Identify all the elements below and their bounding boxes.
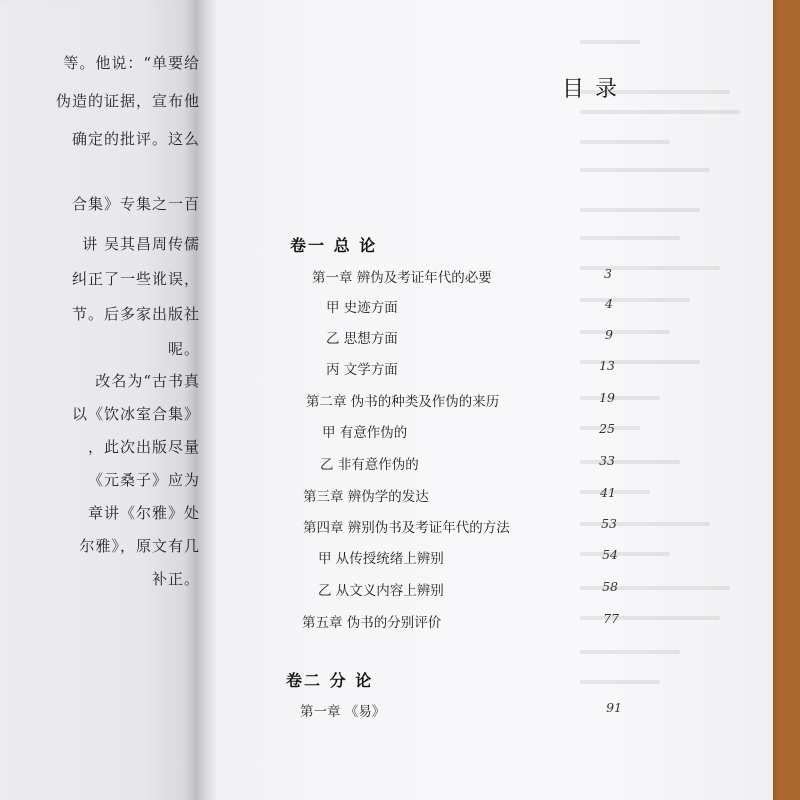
page-title: 目录 xyxy=(562,77,629,102)
toc-entry xyxy=(0,516,800,538)
toc-entry-label: 乙 思想方面 xyxy=(326,331,398,347)
toc-entry-page: 9 xyxy=(605,327,613,342)
left-line: 《元桑子》应为 xyxy=(87,471,200,489)
volume-title: 卷一 总 论 xyxy=(290,236,378,255)
toc-entry-page: 4 xyxy=(605,296,613,311)
toc-entry-page: 13 xyxy=(599,358,615,373)
left-line: 纠正了一些讹误， xyxy=(71,270,200,288)
toc-entry xyxy=(0,266,800,288)
left-line: 改名为“古书真 xyxy=(95,372,200,390)
toc-entry-page: 77 xyxy=(603,611,619,626)
left-line: 以《饮冰室合集》 xyxy=(71,405,200,423)
toc-entry xyxy=(0,327,800,349)
toc-entry-label: 甲 从传授统绪上辨别 xyxy=(318,551,444,567)
left-line: 章讲《尔雅》处 xyxy=(87,504,200,522)
left-line: 补正。 xyxy=(151,570,200,588)
toc-entry-label: 第一章 《易》 xyxy=(300,704,386,720)
toc-entry xyxy=(0,390,800,412)
left-line: 合集》专集之一百 xyxy=(71,195,200,213)
toc-entry xyxy=(0,453,800,475)
toc-entry-page: 41 xyxy=(600,485,616,500)
toc-entry-label: 丙 文学方面 xyxy=(326,362,398,378)
toc-entry-label: 第二章 伪书的种类及作伪的来历 xyxy=(306,394,500,410)
toc-entry-page: 58 xyxy=(602,579,618,594)
left-line: 讲 吴其昌周传儒 xyxy=(82,235,200,253)
left-line: ，此次出版尽量 xyxy=(87,438,200,456)
left-line: 尔雅》，原文有几 xyxy=(79,537,200,555)
toc-entry-label: 乙 从文义内容上辨别 xyxy=(318,583,444,599)
toc-entry xyxy=(0,296,800,318)
toc-entry-label: 第一章 辨伪及考证年代的必要 xyxy=(312,270,492,286)
toc-entry xyxy=(0,485,800,507)
toc-entry-label: 第三章 辨伪学的发达 xyxy=(303,489,429,505)
toc-entry-page: 53 xyxy=(601,516,617,531)
toc-entry-label: 乙 非有意作伪的 xyxy=(320,457,419,473)
toc-entry-label: 第五章 伪书的分别评价 xyxy=(302,615,442,631)
toc-entry-page: 91 xyxy=(606,700,622,715)
left-line: 伪造的证据，宣布他 xyxy=(55,92,200,110)
toc-entry xyxy=(0,421,800,443)
toc-entry-page: 33 xyxy=(599,453,615,468)
toc-entry-label: 甲 有意作伪的 xyxy=(322,425,408,441)
volume-title: 卷二 分 论 xyxy=(286,671,374,690)
toc-entry xyxy=(0,579,800,601)
left-line: 节。后多家出版社 xyxy=(71,305,200,323)
toc-entry xyxy=(0,358,800,380)
left-line: 等。他说：“单要给 xyxy=(63,54,200,72)
toc-entry-label: 第四章 辨别伪书及考证年代的方法 xyxy=(303,520,510,536)
toc-entry-page: 25 xyxy=(599,421,615,436)
toc-entry-page: 19 xyxy=(599,390,615,405)
toc-entry xyxy=(0,611,800,633)
toc-entry xyxy=(0,547,800,569)
left-line: 呢。 xyxy=(167,340,200,358)
toc-entry-page: 3 xyxy=(604,266,612,281)
left-line: 确定的批评。这么 xyxy=(71,130,200,148)
toc-entry-label: 甲 史迹方面 xyxy=(326,300,398,316)
toc-entry-page: 54 xyxy=(602,547,618,562)
toc-entry xyxy=(0,700,800,722)
